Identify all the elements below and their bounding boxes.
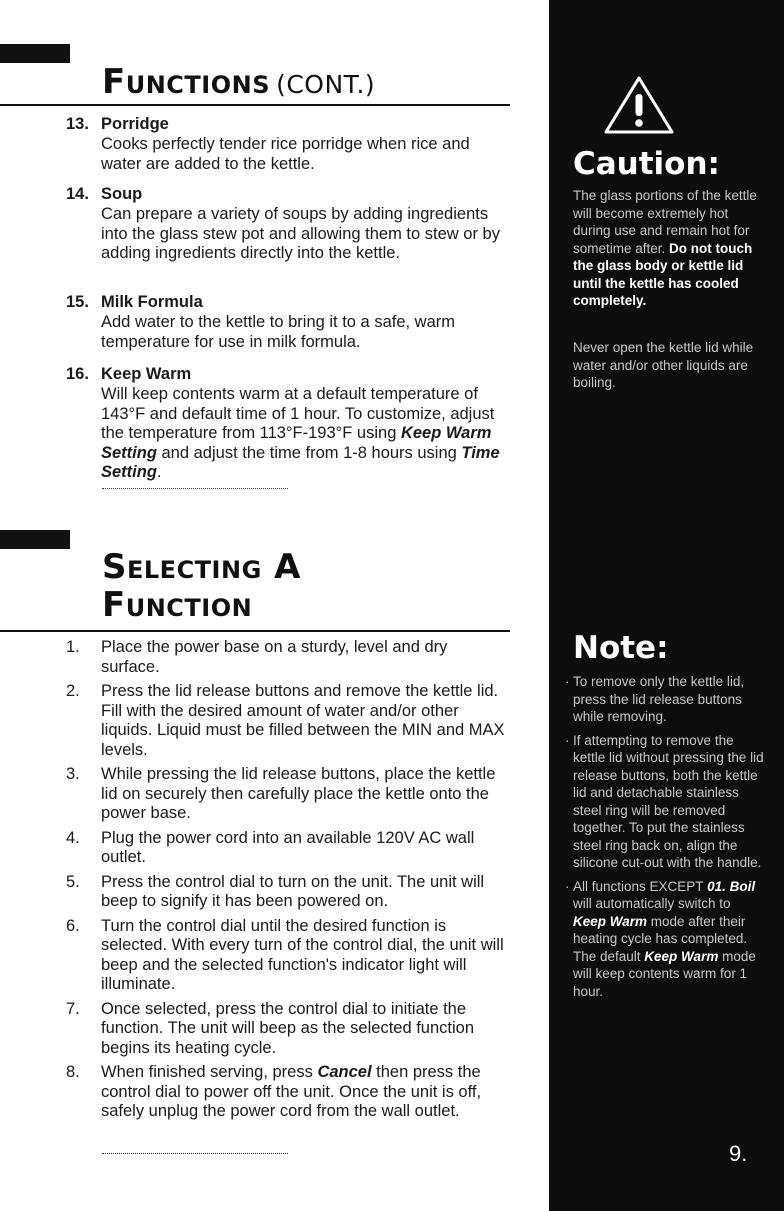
function-item-13 bbox=[66, 114, 506, 174]
step-item bbox=[66, 1000, 506, 1059]
side-panel bbox=[549, 0, 784, 1211]
step-text: While pressing the lid release buttons, place the kettle lid on securely then carefully place the kettle onto the power base. bbox=[101, 765, 496, 822]
selecting-heading bbox=[102, 548, 301, 624]
note-text: If attempting to remove the kettle lid without pressing the lid release buttons, both the kettle lid and detachable stainless steel ring will be removed together. To put the stainless steel ring back on, align the silicone cut-out with the handle. bbox=[573, 732, 764, 870]
function-number: 13. bbox=[66, 115, 89, 133]
step-text: Plug the power cord into an available 120V AC wall outlet. bbox=[101, 828, 475, 866]
step-text: Once selected, press the control dial to initiate the function. The unit will beep as the selected function begins its heating cycle. bbox=[101, 999, 475, 1057]
step-text: Press the control dial to turn on the unit. The unit will beep to signify it has been powered on. bbox=[101, 872, 485, 910]
step-item bbox=[66, 917, 506, 995]
bullet: · bbox=[565, 878, 570, 894]
note-title: Note: bbox=[573, 630, 669, 666]
functions-heading-cont: (CONT.) bbox=[276, 70, 376, 99]
function-item-14 bbox=[66, 184, 506, 264]
warning-triangle-icon bbox=[602, 74, 676, 136]
note-text-part: All functions EXCEPT bbox=[573, 878, 708, 894]
section-tab-marker bbox=[0, 44, 70, 63]
step-text: Press the lid release buttons and remove the kettle lid. Fill with the desired amount of water and/or other liquids. Liquid must be filled between the MIN and MAX levels. bbox=[101, 682, 505, 759]
caution-text: The glass portions of the kettle will become extremely hot during use and remain hot for sometime after. bbox=[573, 188, 757, 256]
dotted-divider bbox=[102, 1153, 288, 1154]
note-text-part: mode will keep contents warm for 1 hour. bbox=[573, 948, 756, 999]
function-title: Milk Formula bbox=[101, 293, 203, 311]
bullet: · bbox=[565, 732, 570, 748]
step-text: Turn the control dial until the desired function is selected. With every turn of the control dial, the unit will beep and the selected function's indicator light will illuminate. bbox=[101, 916, 504, 993]
step-item bbox=[66, 682, 506, 760]
desc-text: . bbox=[156, 463, 162, 481]
functions-heading-main: Functions bbox=[102, 62, 270, 102]
keep-warm-setting-label: Keep Warm Setting bbox=[101, 424, 492, 462]
selecting-heading-line1: Selecting A bbox=[102, 547, 301, 587]
step-number: 1. bbox=[66, 638, 80, 656]
function-item-15 bbox=[66, 292, 506, 352]
caution-title: Caution: bbox=[573, 146, 720, 182]
step-text-part: then press the control dial to power off the unit. Once the unit is off, safely unplug the power cord from the wall outlet. bbox=[101, 1063, 482, 1120]
step-number: 2. bbox=[66, 682, 80, 700]
heading-rule bbox=[0, 630, 510, 632]
step-number: 4. bbox=[66, 828, 80, 847]
note-text-part: will automatically switch to bbox=[573, 896, 731, 911]
caution-warning-bold: Do not touch the glass body or kettle lid until the kettle has cooled completely. bbox=[573, 240, 753, 308]
step-item bbox=[66, 873, 506, 912]
note-list bbox=[565, 673, 765, 1006]
time-setting-label: Time Setting bbox=[101, 443, 500, 481]
note-item bbox=[565, 878, 765, 1001]
boil-label: 01. Boil bbox=[707, 878, 756, 894]
function-number: 15. bbox=[66, 293, 89, 311]
note-text bbox=[573, 878, 765, 1001]
step-text: Place the power base on a sturdy, level and dry surface. bbox=[101, 638, 448, 676]
step-number: 5. bbox=[66, 872, 80, 891]
function-desc: Can prepare a variety of soups by adding ingredients into the glass stew pot and allowing them to stew or by adding ingredients directly into the kettle. bbox=[101, 205, 500, 262]
function-title: Soup bbox=[101, 185, 143, 203]
caution-paragraph bbox=[573, 187, 763, 310]
keep-warm-label: Keep Warm bbox=[573, 913, 648, 929]
note-item bbox=[565, 732, 765, 872]
caution-paragraph: Never open the kettle lid while water and/or other liquids are boiling. bbox=[573, 340, 754, 390]
page-number: 9. bbox=[729, 1141, 748, 1166]
step-number: 7. bbox=[66, 999, 80, 1018]
desc-text: and adjust the time from 1-8 hours using bbox=[156, 443, 462, 462]
dotted-divider bbox=[102, 488, 288, 489]
desc-text: Will keep contents warm at a default temperature of 143°F and default time of 1 hour. To customize, adjust the temperature from 113°F-193°F using bbox=[101, 385, 495, 442]
heading-rule bbox=[0, 104, 510, 106]
note-text: To remove only the kettle lid, press the lid release buttons while removing. bbox=[573, 674, 745, 724]
function-number: 16. bbox=[66, 365, 89, 383]
cancel-label: Cancel bbox=[317, 1063, 372, 1081]
step-item bbox=[66, 638, 506, 677]
step-item bbox=[66, 765, 506, 824]
function-number: 14. bbox=[66, 185, 89, 203]
step-text-part: When finished serving, press bbox=[101, 1063, 318, 1081]
step-number: 8. bbox=[66, 1063, 80, 1081]
steps-list bbox=[66, 638, 506, 1127]
note-item bbox=[565, 673, 765, 726]
function-title: Keep Warm bbox=[101, 365, 192, 383]
section-tab-marker bbox=[0, 530, 70, 549]
step-item bbox=[66, 1063, 506, 1122]
step-item bbox=[66, 829, 506, 868]
selecting-heading-line2: Function bbox=[102, 585, 253, 625]
function-desc bbox=[101, 385, 506, 483]
note-text-part: mode after their heating cycle has completed. The default bbox=[573, 913, 748, 964]
functions-heading bbox=[102, 62, 375, 102]
step-number: 6. bbox=[66, 916, 80, 935]
function-desc: Cooks perfectly tender rice porridge when rice and water are added to the kettle. bbox=[101, 135, 470, 173]
step-number: 3. bbox=[66, 765, 80, 783]
function-title: Porridge bbox=[101, 115, 169, 133]
step-text bbox=[101, 1063, 506, 1122]
keep-warm-label: Keep Warm bbox=[644, 948, 719, 964]
bullet: · bbox=[565, 674, 570, 689]
function-item-16 bbox=[66, 364, 506, 483]
function-desc: Add water to the kettle to bring it to a safe, warm temperature for use in milk formula. bbox=[101, 313, 456, 351]
